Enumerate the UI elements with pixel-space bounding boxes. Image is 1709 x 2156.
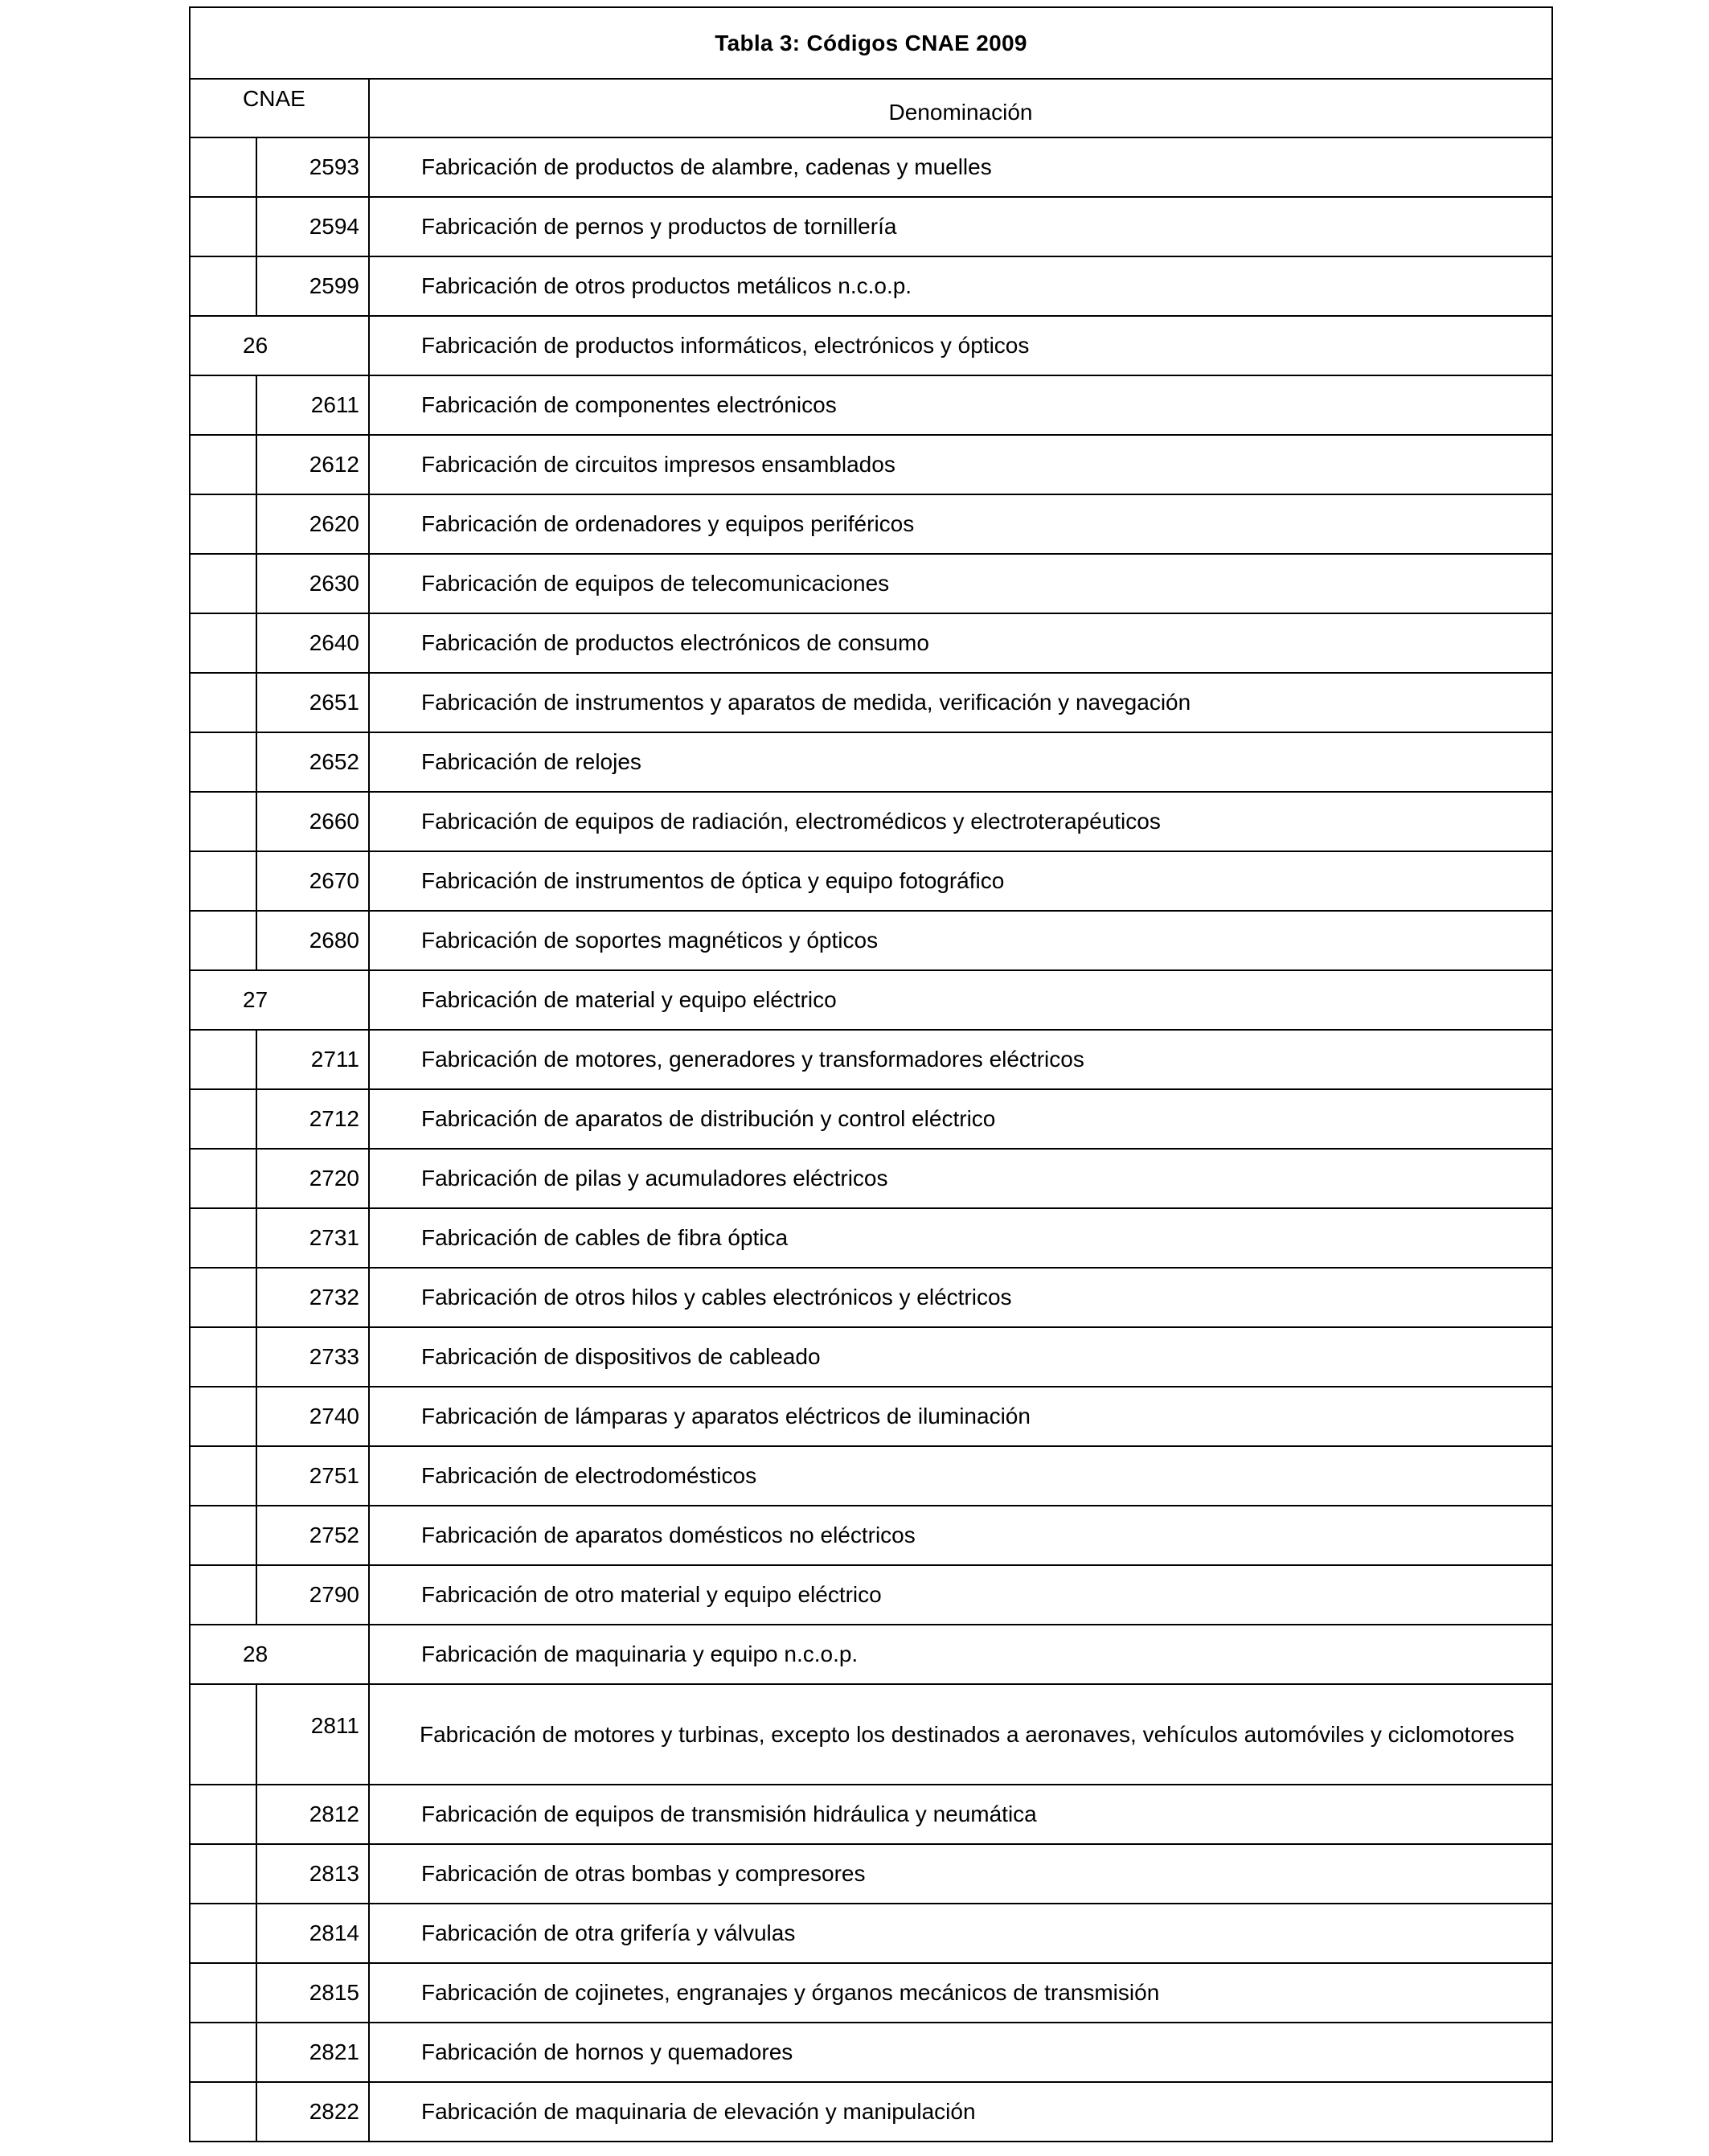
cnae-description: Fabricación de otros hilos y cables electrónicos y eléctricos bbox=[369, 1268, 1552, 1327]
cnae-description: Fabricación de cables de fibra óptica bbox=[369, 1208, 1552, 1268]
cnae-code: 2670 bbox=[256, 851, 369, 911]
indent-cell bbox=[190, 1506, 256, 1565]
cnae-description: Fabricación de instrumentos y aparatos de medida, verificación y navegación bbox=[369, 673, 1552, 732]
table-row bbox=[190, 1327, 1552, 1387]
cnae-description: Fabricación de otra grifería y válvulas bbox=[369, 1904, 1552, 1963]
cnae-description: Fabricación de lámparas y aparatos eléctricos de iluminación bbox=[369, 1387, 1552, 1446]
table-header-row bbox=[190, 79, 1552, 137]
indent-cell bbox=[190, 851, 256, 911]
cnae-code: 2594 bbox=[256, 197, 369, 256]
indent-cell bbox=[190, 494, 256, 554]
cnae-description: Fabricación de aparatos de distribución y control eléctrico bbox=[369, 1089, 1552, 1149]
cnae-description: Fabricación de maquinaria de elevación y manipulación bbox=[369, 2082, 1552, 2142]
indent-cell bbox=[190, 2082, 256, 2142]
cnae-code: 2814 bbox=[256, 1904, 369, 1963]
indent-cell bbox=[190, 1327, 256, 1387]
indent-cell bbox=[190, 1785, 256, 1844]
cnae-code: 2733 bbox=[256, 1327, 369, 1387]
group-description: Fabricación de maquinaria y equipo n.c.o.p. bbox=[369, 1625, 1552, 1684]
indent-cell bbox=[190, 2023, 256, 2082]
table-row bbox=[190, 1963, 1552, 2023]
cnae-code: 2593 bbox=[256, 137, 369, 197]
indent-cell bbox=[190, 197, 256, 256]
cnae-code: 2822 bbox=[256, 2082, 369, 2142]
cnae-description: Fabricación de ordenadores y equipos periféricos bbox=[369, 494, 1552, 554]
cnae-description: Fabricación de equipos de telecomunicaciones bbox=[369, 554, 1552, 613]
cnae-description: Fabricación de componentes electrónicos bbox=[369, 375, 1552, 435]
cnae-code: 2790 bbox=[256, 1565, 369, 1625]
cnae-description: Fabricación de circuitos impresos ensamblados bbox=[369, 435, 1552, 494]
table-row bbox=[190, 732, 1552, 792]
indent-cell bbox=[190, 673, 256, 732]
table-row bbox=[190, 911, 1552, 970]
cnae-code: 2815 bbox=[256, 1963, 369, 2023]
table-row bbox=[190, 554, 1552, 613]
table-row bbox=[190, 1844, 1552, 1904]
table-title: Tabla 3: Códigos CNAE 2009 bbox=[190, 7, 1552, 79]
cnae-code: 2651 bbox=[256, 673, 369, 732]
cnae-code: 2731 bbox=[256, 1208, 369, 1268]
cnae-description: Fabricación de equipos de radiación, electromédicos y electroterapéuticos bbox=[369, 792, 1552, 851]
table-row bbox=[190, 1506, 1552, 1565]
group-code: 27 bbox=[190, 970, 369, 1030]
table-row bbox=[190, 851, 1552, 911]
indent-cell bbox=[190, 554, 256, 613]
indent-cell bbox=[190, 1446, 256, 1506]
indent-cell bbox=[190, 1684, 256, 1785]
cnae-description: Fabricación de pilas y acumuladores eléctricos bbox=[369, 1149, 1552, 1208]
cnae-description: Fabricación de otro material y equipo eléctrico bbox=[369, 1565, 1552, 1625]
table-row bbox=[190, 1268, 1552, 1327]
cnae-code: 2652 bbox=[256, 732, 369, 792]
cnae-code: 2740 bbox=[256, 1387, 369, 1446]
cnae-description: Fabricación de motores, generadores y transformadores eléctricos bbox=[369, 1030, 1552, 1089]
cnae-description: Fabricación de relojes bbox=[369, 732, 1552, 792]
indent-cell bbox=[190, 1089, 256, 1149]
cnae-code: 2712 bbox=[256, 1089, 369, 1149]
cnae-code: 2812 bbox=[256, 1785, 369, 1844]
group-description: Fabricación de material y equipo eléctrico bbox=[369, 970, 1552, 1030]
cnae-code: 2711 bbox=[256, 1030, 369, 1089]
indent-cell bbox=[190, 1030, 256, 1089]
group-row bbox=[190, 316, 1552, 375]
cnae-code: 2813 bbox=[256, 1844, 369, 1904]
table-row bbox=[190, 1149, 1552, 1208]
table-row bbox=[190, 256, 1552, 316]
cnae-code: 2821 bbox=[256, 2023, 369, 2082]
cnae-code: 2640 bbox=[256, 613, 369, 673]
indent-cell bbox=[190, 1268, 256, 1327]
indent-cell bbox=[190, 435, 256, 494]
indent-cell bbox=[190, 732, 256, 792]
table-row bbox=[190, 673, 1552, 732]
group-code: 26 bbox=[190, 316, 369, 375]
cnae-description: Fabricación de soportes magnéticos y ópticos bbox=[369, 911, 1552, 970]
table-row bbox=[190, 613, 1552, 673]
indent-cell bbox=[190, 613, 256, 673]
table-row bbox=[190, 2082, 1552, 2142]
indent-cell bbox=[190, 1844, 256, 1904]
table-row bbox=[190, 137, 1552, 197]
indent-cell bbox=[190, 792, 256, 851]
table-row bbox=[190, 1785, 1552, 1844]
cnae-description: Fabricación de equipos de transmisión hidráulica y neumática bbox=[369, 1785, 1552, 1844]
table-row bbox=[190, 1446, 1552, 1506]
cnae-description: Fabricación de motores y turbinas, excepto los destinados a aeronaves, vehículos automóviles y ciclomotores bbox=[369, 1684, 1552, 1785]
table-row bbox=[190, 2023, 1552, 2082]
group-row bbox=[190, 1625, 1552, 1684]
cnae-code: 2660 bbox=[256, 792, 369, 851]
cnae-description: Fabricación de hornos y quemadores bbox=[369, 2023, 1552, 2082]
cnae-description: Fabricación de otros productos metálicos n.c.o.p. bbox=[369, 256, 1552, 316]
table-title-row bbox=[190, 7, 1552, 79]
cnae-code: 2599 bbox=[256, 256, 369, 316]
table-row bbox=[190, 197, 1552, 256]
table-row bbox=[190, 1208, 1552, 1268]
indent-cell bbox=[190, 1904, 256, 1963]
cnae-code: 2620 bbox=[256, 494, 369, 554]
cnae-code: 2720 bbox=[256, 1149, 369, 1208]
table-row bbox=[190, 1030, 1552, 1089]
table-row bbox=[190, 435, 1552, 494]
header-denominacion: Denominación bbox=[369, 79, 1552, 137]
cnae-code: 2751 bbox=[256, 1446, 369, 1506]
group-row bbox=[190, 970, 1552, 1030]
cnae-code: 2611 bbox=[256, 375, 369, 435]
indent-cell bbox=[190, 256, 256, 316]
cnae-code: 2752 bbox=[256, 1506, 369, 1565]
table-row bbox=[190, 792, 1552, 851]
cnae-description: Fabricación de otras bombas y compresores bbox=[369, 1844, 1552, 1904]
cnae-description: Fabricación de dispositivos de cableado bbox=[369, 1327, 1552, 1387]
cnae-code: 2680 bbox=[256, 911, 369, 970]
group-description: Fabricación de productos informáticos, electrónicos y ópticos bbox=[369, 316, 1552, 375]
indent-cell bbox=[190, 1387, 256, 1446]
table-row bbox=[190, 1684, 1552, 1785]
indent-cell bbox=[190, 911, 256, 970]
cnae-description: Fabricación de pernos y productos de tornillería bbox=[369, 197, 1552, 256]
group-code: 28 bbox=[190, 1625, 369, 1684]
cnae-code: 2630 bbox=[256, 554, 369, 613]
table-row bbox=[190, 1904, 1552, 1963]
cnae-codes-table bbox=[189, 6, 1553, 2142]
cnae-description: Fabricación de cojinetes, engranajes y órganos mecánicos de transmisión bbox=[369, 1963, 1552, 2023]
table-row bbox=[190, 1565, 1552, 1625]
table-row bbox=[190, 1089, 1552, 1149]
cnae-code: 2811 bbox=[256, 1684, 369, 1785]
cnae-description: Fabricación de electrodomésticos bbox=[369, 1446, 1552, 1506]
table-row bbox=[190, 1387, 1552, 1446]
cnae-code: 2612 bbox=[256, 435, 369, 494]
table-row bbox=[190, 494, 1552, 554]
cnae-description: Fabricación de instrumentos de óptica y equipo fotográfico bbox=[369, 851, 1552, 911]
cnae-description: Fabricación de productos electrónicos de consumo bbox=[369, 613, 1552, 673]
table-row bbox=[190, 375, 1552, 435]
indent-cell bbox=[190, 1565, 256, 1625]
cnae-description: Fabricación de productos de alambre, cadenas y muelles bbox=[369, 137, 1552, 197]
indent-cell bbox=[190, 1149, 256, 1208]
cnae-description: Fabricación de aparatos domésticos no eléctricos bbox=[369, 1506, 1552, 1565]
cnae-code: 2732 bbox=[256, 1268, 369, 1327]
header-cnae: CNAE bbox=[190, 79, 369, 137]
indent-cell bbox=[190, 1963, 256, 2023]
indent-cell bbox=[190, 375, 256, 435]
indent-cell bbox=[190, 137, 256, 197]
indent-cell bbox=[190, 1208, 256, 1268]
